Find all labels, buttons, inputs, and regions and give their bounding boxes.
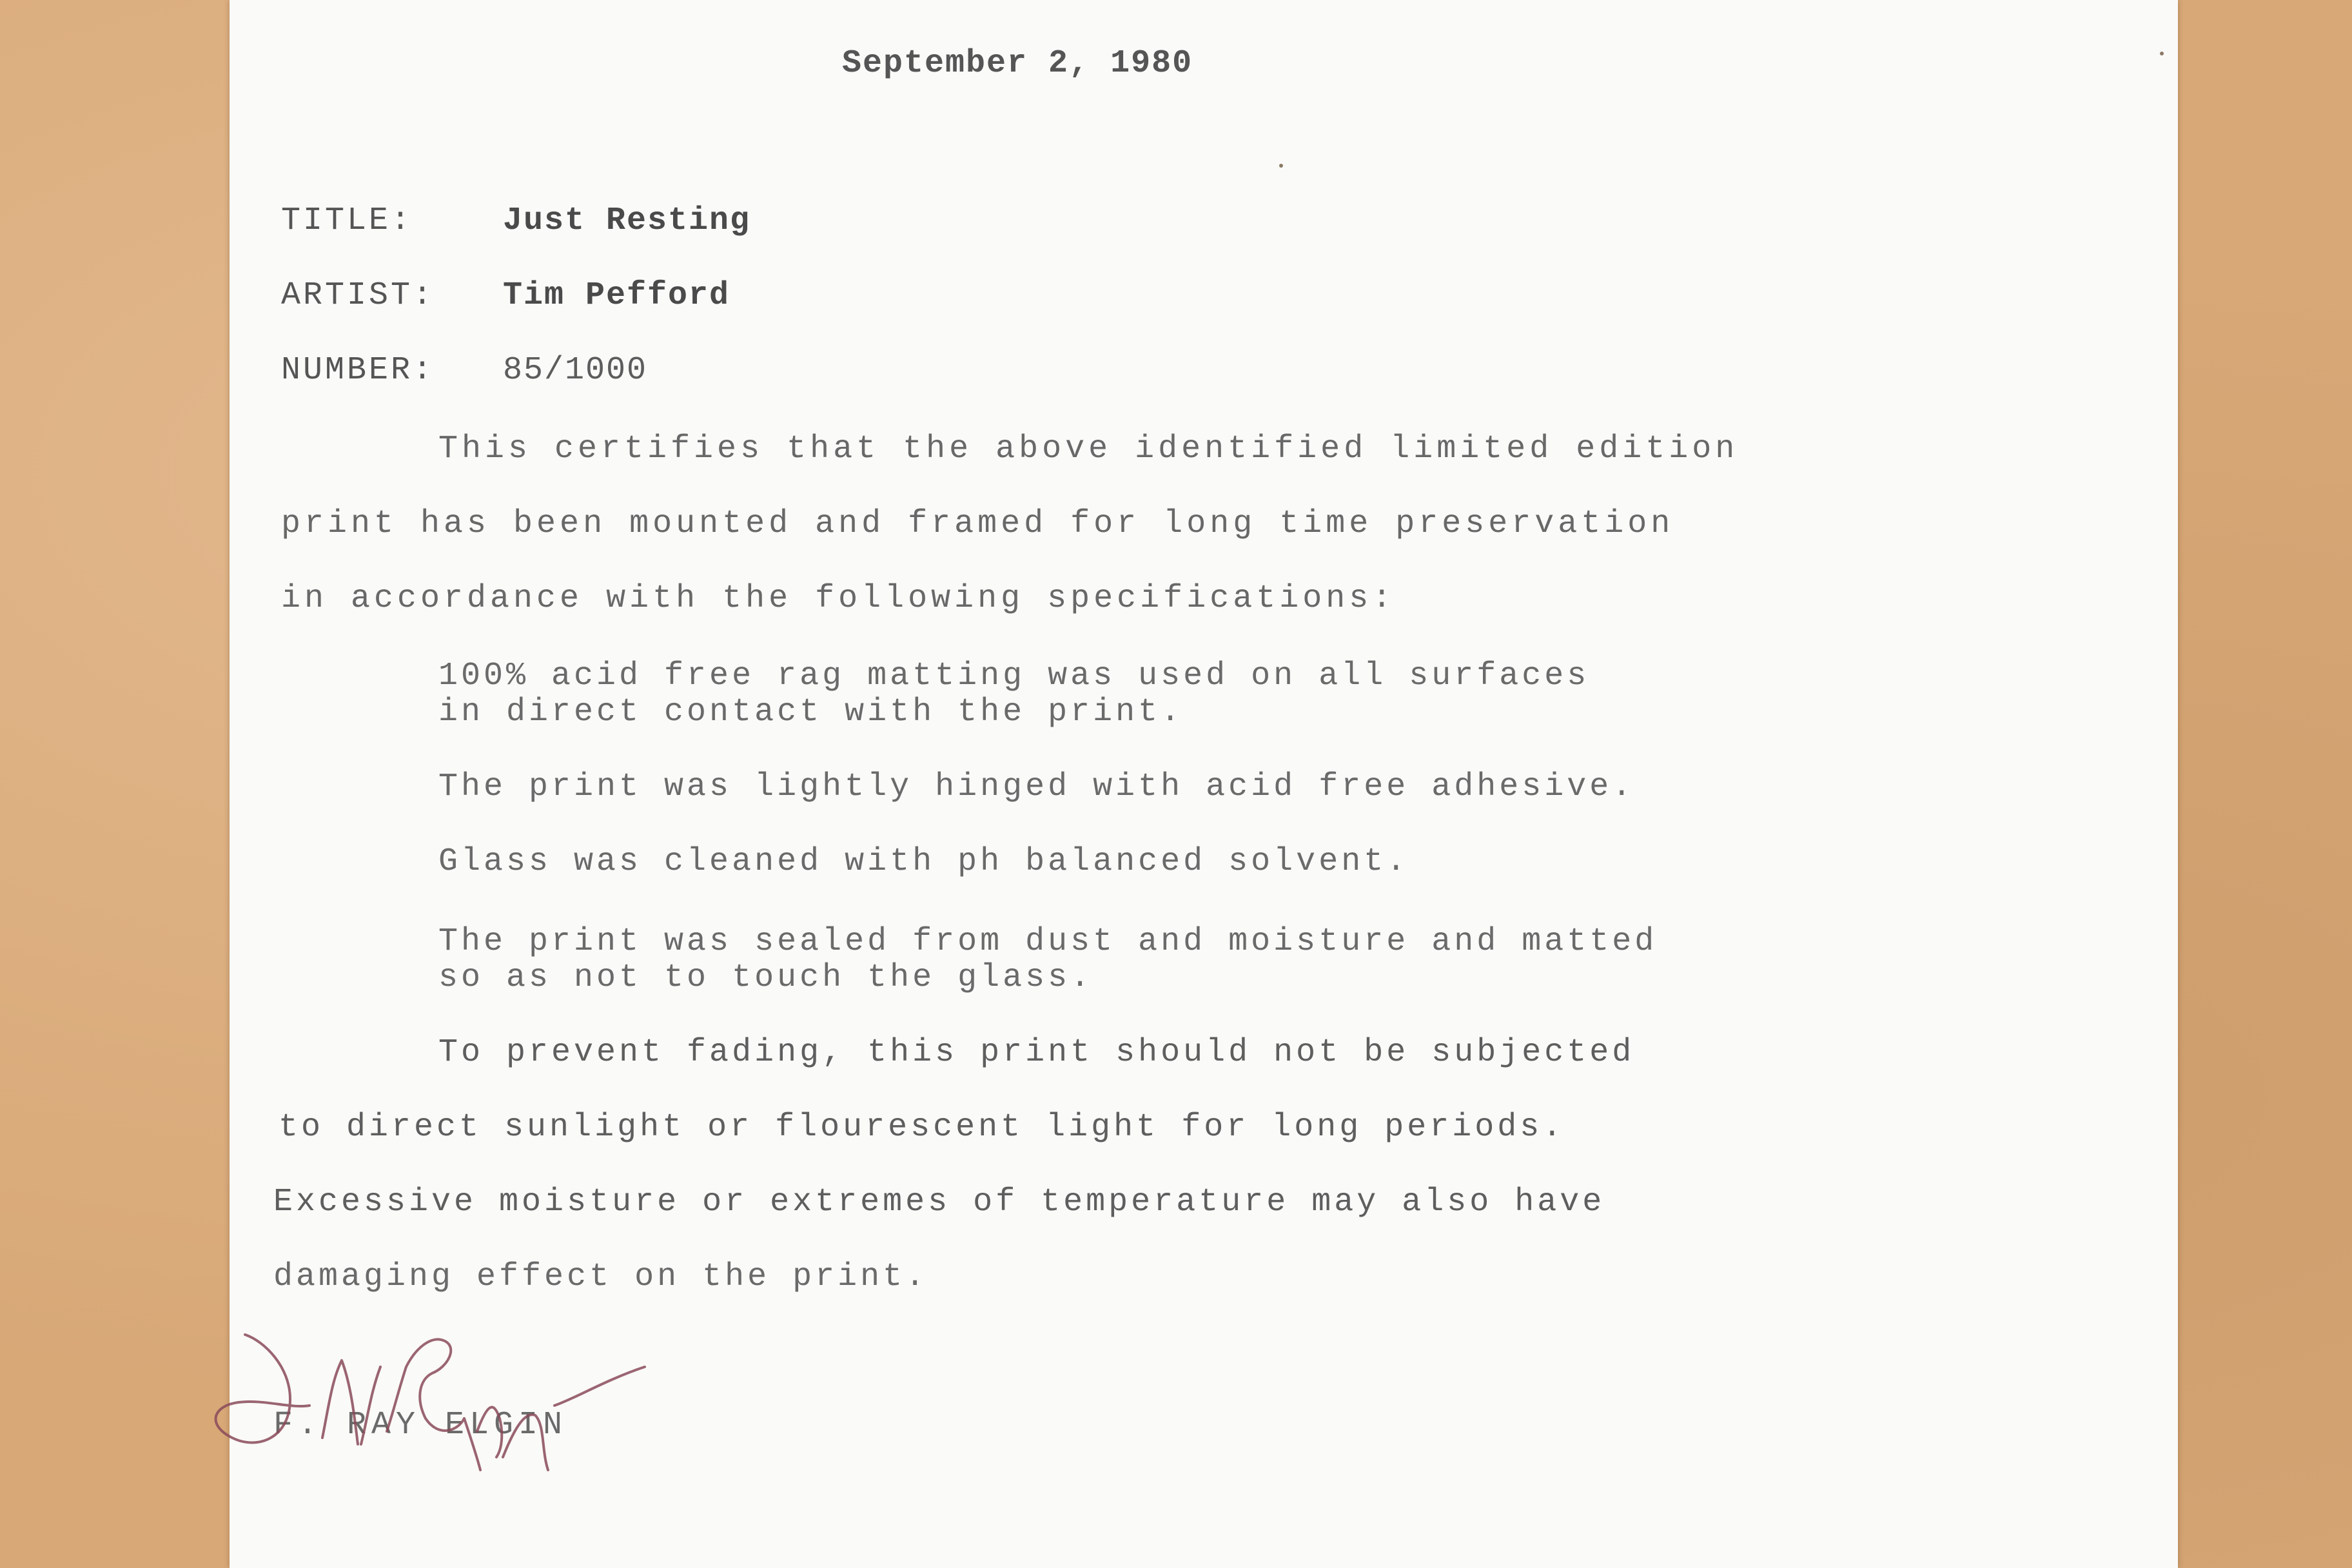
signature-icon	[193, 1289, 774, 1483]
paper-speck	[1279, 164, 1283, 168]
signer-name: F. RAY ELGIN	[273, 1407, 568, 1444]
warning-line: To prevent fading, this print should not be subjected	[438, 1034, 1635, 1071]
number-label: NUMBER:	[281, 352, 435, 389]
specification-line: The print was lightly hinged with acid free adhesive.	[438, 769, 1635, 805]
title-label: TITLE:	[281, 202, 413, 239]
paper-speck	[2160, 52, 2164, 55]
warning-line: to direct sunlight or flourescent light for long periods.	[279, 1109, 1565, 1146]
specification-line: The print was sealed from dust and moisture and matted	[438, 923, 1658, 960]
paragraph-line: This certifies that the above identified limited edition	[438, 431, 1739, 467]
specification-line: 100% acid free rag matting was used on all surfaces	[438, 658, 1590, 694]
paragraph-line: print has been mounted and framed for long time preservation	[281, 505, 1674, 542]
specification-line: Glass was cleaned with ph balanced solvent.	[438, 843, 1409, 880]
warning-line: Excessive moisture or extremes of temperature may also have	[273, 1184, 1605, 1220]
number-value: 85/1000	[503, 352, 648, 389]
specification-line: in direct contact with the print.	[438, 694, 1184, 730]
artist-label: ARTIST:	[281, 277, 435, 314]
specification-line: so as not to touch the glass.	[438, 959, 1093, 996]
paragraph-line: in accordance with the following specifications:	[281, 580, 1396, 617]
artist-value: Tim Pefford	[503, 277, 730, 314]
cardboard-backing-right	[2178, 0, 2352, 1568]
warning-line: damaging effect on the print.	[273, 1259, 928, 1295]
title-value: Just Resting	[503, 202, 751, 239]
document-date: September 2, 1980	[842, 45, 1193, 82]
